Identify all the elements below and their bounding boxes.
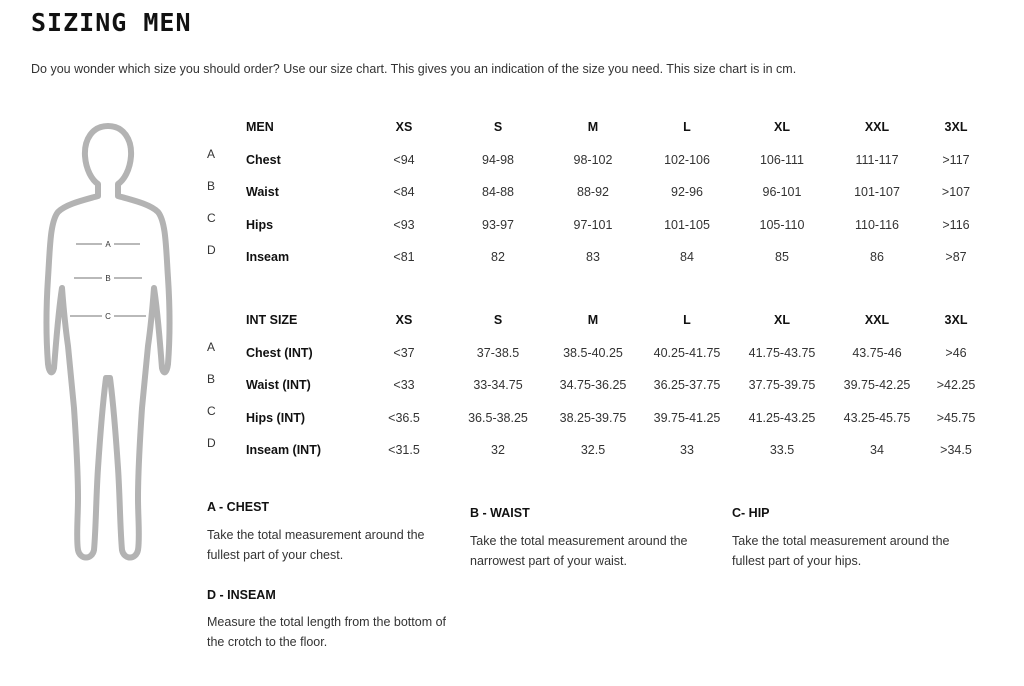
size-col-header: M	[587, 120, 599, 134]
hip-note-text: Take the total measurement around the fullest part of your hips.	[732, 534, 950, 568]
size-col-header: M	[587, 313, 599, 327]
row-label: Chest	[246, 153, 281, 167]
table-cell: 41.25-43.25	[748, 411, 816, 425]
table-cell: <81	[393, 250, 415, 264]
table-cell: 101-105	[664, 218, 710, 232]
intro-text: Do you wonder which size you should order? Use our size chart. This gives you an indication of the size you need. This size chart is in cm.	[31, 62, 797, 76]
table-cell: >116	[942, 218, 970, 232]
table-cell: <94	[393, 153, 415, 167]
marker-b: B	[105, 274, 111, 283]
row-letter: A	[207, 340, 216, 354]
table-cell: >117	[942, 153, 970, 167]
table-cell: 88-92	[577, 185, 609, 199]
table-cell: 37-38.5	[476, 346, 520, 360]
table-cell: 43.75-46	[852, 346, 902, 360]
table-cell: 86	[870, 250, 884, 264]
table-cell: >42.25	[936, 378, 976, 392]
chest-note-text: Take the total measurement around the fullest part of your chest.	[207, 528, 425, 562]
size-col-header: 3XL	[944, 120, 968, 134]
row-label: Inseam	[246, 250, 290, 264]
hip-note-title: C- HIP	[732, 506, 770, 520]
men-table-header: MEN	[246, 120, 274, 134]
table-cell: 32	[491, 443, 505, 457]
table-cell: <37	[393, 346, 415, 360]
table-cell: 84	[680, 250, 694, 264]
table-cell: 40.25-41.75	[653, 346, 721, 360]
size-col-header: XL	[774, 313, 790, 327]
size-col-header: XL	[774, 120, 790, 134]
marker-c: C	[105, 312, 111, 321]
table-cell: >46	[945, 346, 967, 360]
inseam-note-text: Measure the total length from the bottom of the crotch to the floor.	[207, 615, 447, 649]
table-cell: 92-96	[671, 185, 703, 199]
table-cell: 84-88	[482, 185, 514, 199]
page-title: SIZING MEN	[31, 8, 192, 37]
male-body-outline-icon	[40, 118, 176, 568]
chest-note-title: A - CHEST	[207, 500, 270, 514]
table-cell: 101-107	[854, 185, 900, 199]
table-cell: 102-106	[664, 153, 710, 167]
waist-note-title: B - WAIST	[470, 506, 530, 520]
table-cell: 32.5	[580, 443, 606, 457]
table-cell: <36.5	[388, 411, 420, 425]
table-cell: 106-111	[759, 153, 805, 167]
row-letter: A	[207, 147, 216, 161]
table-cell: 97-101	[573, 218, 613, 232]
table-cell: 33	[680, 443, 694, 457]
table-cell: 36.5-38.25	[468, 411, 528, 425]
marker-a: A	[105, 240, 111, 249]
table-cell: <33	[393, 378, 415, 392]
size-col-header: L	[683, 313, 691, 327]
table-cell: 98-102	[573, 153, 613, 167]
size-col-header: XS	[395, 120, 413, 134]
table-cell: <31.5	[388, 443, 420, 457]
table-cell: 94-98	[482, 153, 514, 167]
size-col-header: L	[683, 120, 691, 134]
table-cell: 96-101	[762, 185, 802, 199]
row-letter: D	[207, 243, 216, 257]
table-cell: >45.75	[936, 411, 976, 425]
waist-note-text: Take the total measurement around the narrowest part of your waist.	[470, 534, 688, 568]
table-cell: 105-110	[759, 218, 805, 232]
size-col-header: S	[493, 313, 503, 327]
table-cell: 33.5	[769, 443, 795, 457]
row-letter: C	[207, 211, 216, 225]
table-cell: 39.75-42.25	[843, 378, 911, 392]
table-cell: >34.5	[940, 443, 972, 457]
table-cell: 83	[586, 250, 600, 264]
size-col-header: 3XL	[944, 313, 968, 327]
size-col-header: XXL	[864, 120, 890, 134]
row-label: Hips	[246, 218, 274, 232]
table-cell: 85	[775, 250, 789, 264]
table-cell: 41.75-43.75	[748, 346, 816, 360]
table-cell: <84	[393, 185, 415, 199]
row-label: Hips (INT)	[246, 411, 306, 425]
row-letter: B	[207, 372, 216, 386]
table-cell: 93-97	[482, 218, 514, 232]
inseam-note-title: D - INSEAM	[207, 588, 276, 602]
table-cell: 34.75-36.25	[559, 378, 627, 392]
table-cell: 39.75-41.25	[653, 411, 721, 425]
table-cell: >87	[945, 250, 967, 264]
row-label: Chest (INT)	[246, 346, 313, 360]
row-letter: B	[207, 179, 216, 193]
size-col-header: XS	[395, 313, 413, 327]
table-cell: 38.5-40.25	[563, 346, 623, 360]
row-label: Inseam (INT)	[246, 443, 322, 457]
table-cell: <93	[393, 218, 415, 232]
table-cell: 111-117	[855, 153, 899, 167]
size-col-header: XXL	[864, 313, 890, 327]
table-cell: 36.25-37.75	[653, 378, 721, 392]
table-cell: 38.25-39.75	[559, 411, 627, 425]
row-label: Waist	[246, 185, 279, 199]
int-table-header: INT SIZE	[246, 313, 298, 327]
table-cell: 33-34.75	[473, 378, 523, 392]
row-letter: C	[207, 404, 216, 418]
table-cell: 34	[870, 443, 884, 457]
table-cell: 43.25-45.75	[843, 411, 911, 425]
row-label: Waist (INT)	[246, 378, 311, 392]
table-cell: 110-116	[854, 218, 900, 232]
table-cell: >107	[941, 185, 971, 199]
row-letter: D	[207, 436, 216, 450]
table-cell: 82	[491, 250, 505, 264]
table-cell: 37.75-39.75	[748, 378, 816, 392]
size-col-header: S	[493, 120, 503, 134]
